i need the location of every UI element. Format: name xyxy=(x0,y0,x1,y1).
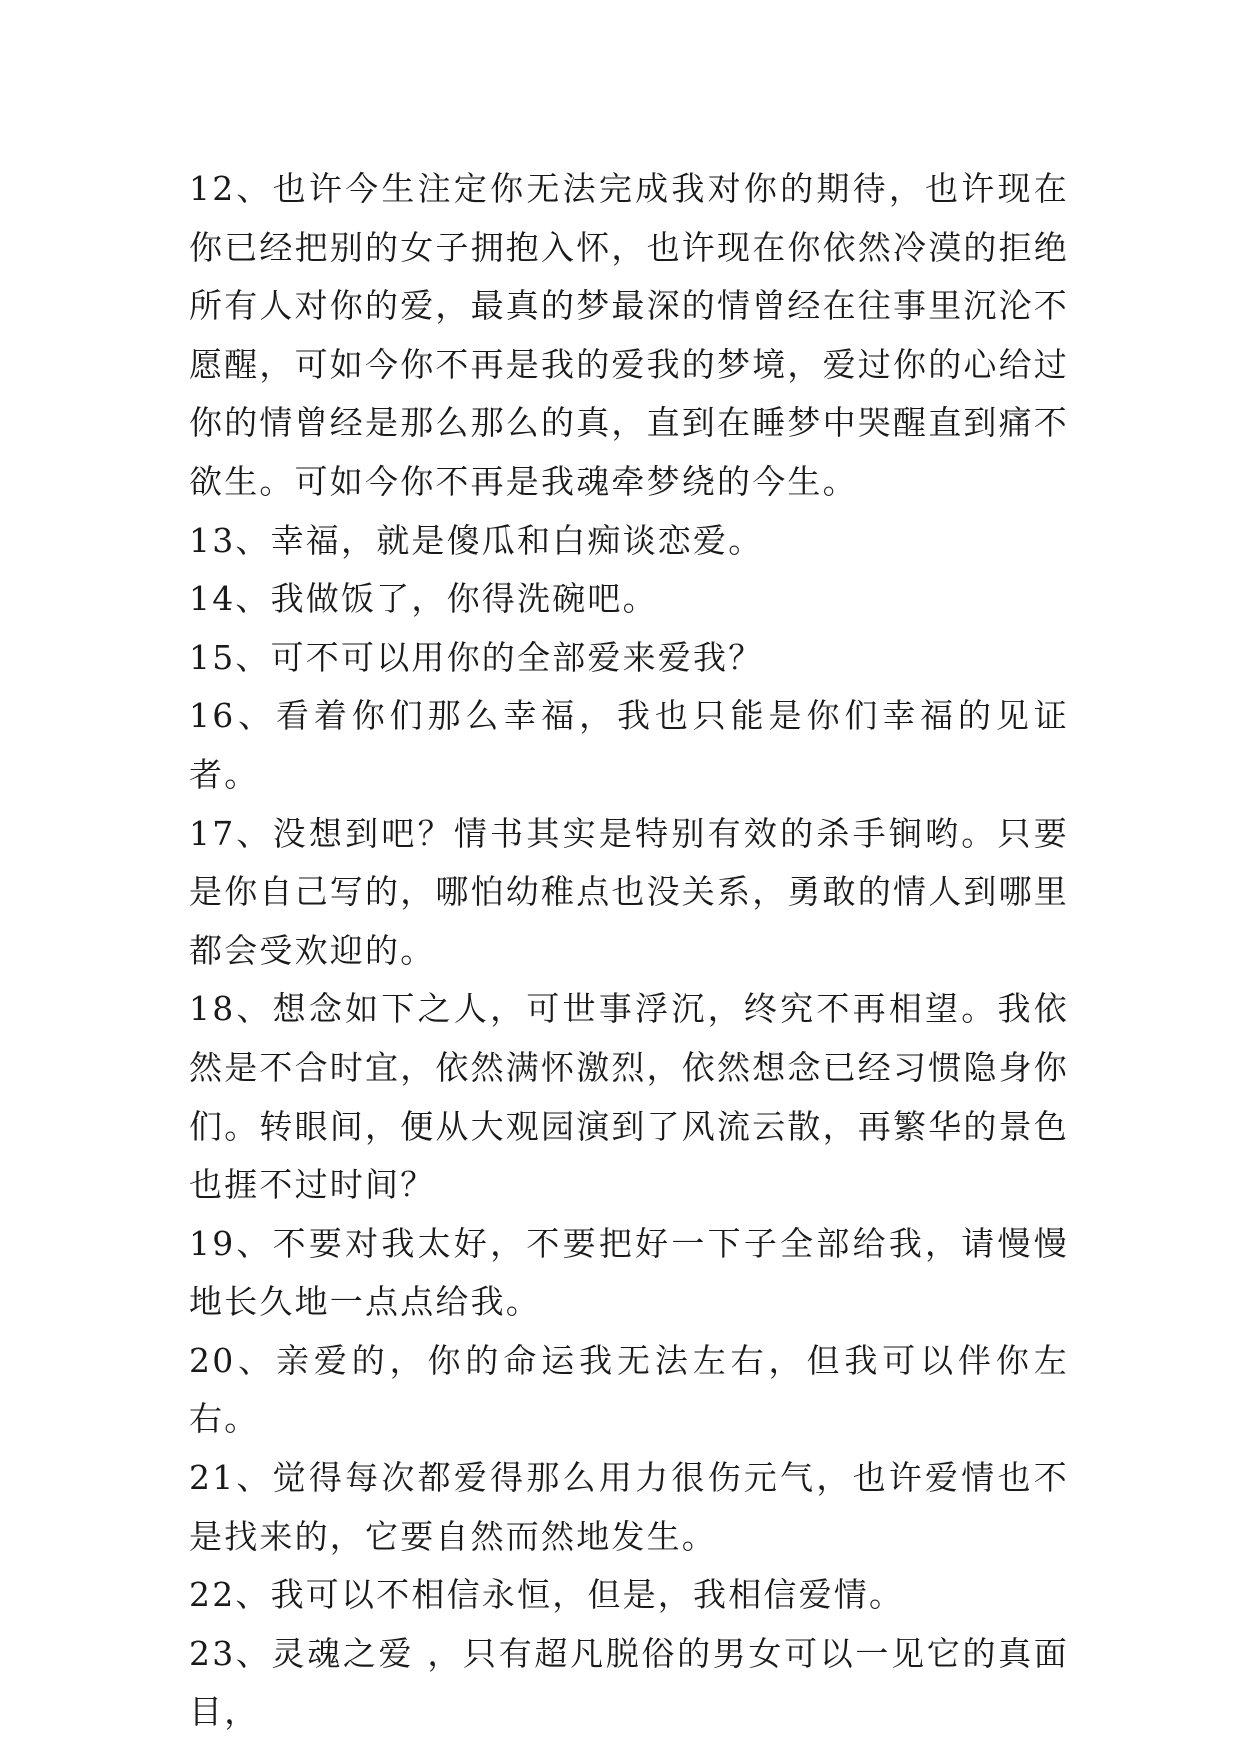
paragraph-17: 17、没想到吧？情书其实是特别有效的杀手锏哟。只要是你自己写的，哪怕幼稚点也没关系，勇敢的情人到哪里都会受欢迎的。 xyxy=(189,813,1069,970)
paragraph-14: 14、我做饭了，你得洗碗吧。 xyxy=(189,579,658,619)
paragraph-16: 16、看着你们那么幸福，我也只能是你们幸福的见证者。 xyxy=(189,696,1069,794)
paragraph-13: 13、幸福，就是傻瓜和白痴谈恋爱。 xyxy=(189,520,764,560)
paragraph-15: 15、可不可以用你的全部爱来爱我？ xyxy=(189,637,764,677)
paragraph-12: 12、也许今生注定你无法完成我对你的期待，也许现在你已经把别的女子拥抱入怀，也许现在你依然冷漠的拒绝所有人对你的爱，最真的梦最深的情曾经在往事里沉沦不愿醒，可如今你不再是我的爱我的梦境，爱过你的心给过你的情曾经是那么那么的真，直到在睡梦中哭醒直到痛不欲生。可如今你不再是我魂牵梦绕的今生。 xyxy=(189,169,1069,501)
paragraph-18: 18、想念如下之人，可世事浮沉，终究不再相望。我依然是不合时宜，依然满怀激烈，依然想念已经习惯隐身你们。转眼间，便从大观园演到了风流云散，再繁华的景色也捱不过时间？ xyxy=(189,989,1069,1205)
paragraph-21: 21、觉得每次都爱得那么用力很伤元气，也许爱情也不是找来的，它要自然而然地发生。 xyxy=(189,1458,1069,1556)
paragraph-23: 23、灵魂之爱 ，只有超凡脱俗的男女可以一见它的真面目， xyxy=(189,1633,1069,1732)
document-body xyxy=(189,160,1069,1742)
paragraph-22: 22、我可以不相信永恒，但是，我相信爱情。 xyxy=(189,1575,905,1615)
paragraph-20: 20、亲爱的，你的命运我无法左右，但我可以伴你左右。 xyxy=(189,1340,1069,1439)
paragraph-19: 19、不要对我太好，不要把好一下子全部给我，请慢慢地长久地一点点给我。 xyxy=(189,1223,1069,1322)
